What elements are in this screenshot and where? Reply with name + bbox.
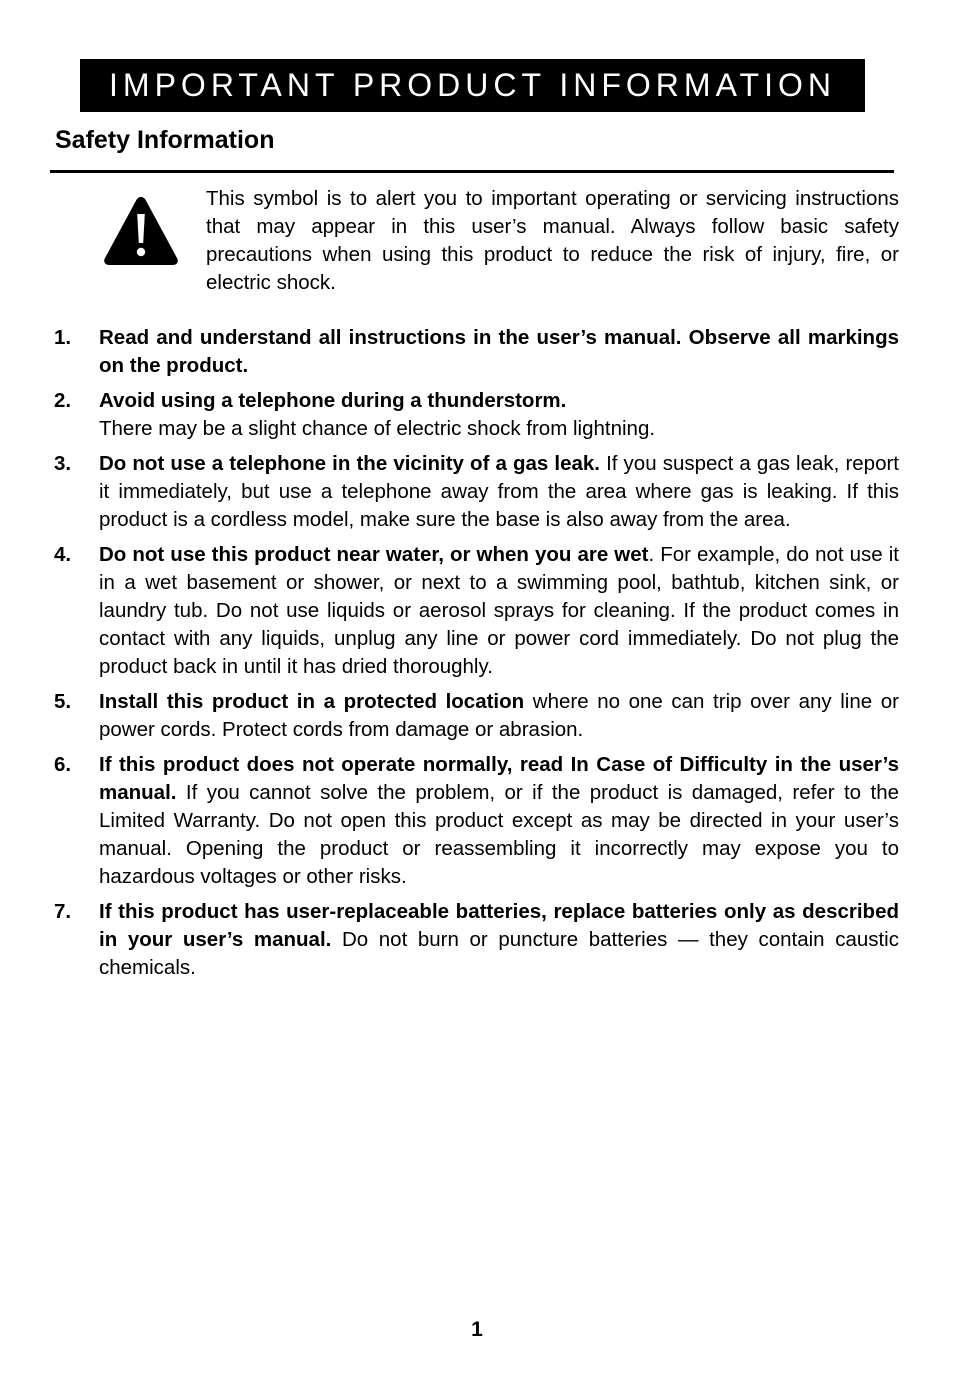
rule-heading: Install this product in a protected location [99,690,525,713]
rule-heading: If this product does not operate normally, read In Case of Difficulty in the user’s manual. [99,753,899,804]
safety-rule-7 [54,898,899,982]
page-number: 1 [471,1318,483,1341]
banner-title: IMPORTANT PRODUCT INFORMATION [109,67,836,103]
rule-heading: Do not use this product near water, or when you are wet [99,543,649,566]
page-banner [80,59,865,112]
rule-heading: Do not use a telephone in the vicinity of a gas leak. [99,452,600,475]
safety-rule-4 [54,541,899,681]
rule-number: 1. [54,326,72,349]
safety-rule-6 [54,751,899,891]
rule-number: 4. [54,543,72,566]
warning-triangle-icon [102,194,180,266]
rule-number: 5. [54,690,72,713]
rule-number: 7. [54,900,72,923]
section-divider [50,170,894,173]
intro-paragraph: This symbol is to alert you to important operating or servicing instructions that may appear in this user’s manual. Always follow basic safety precautions when using this product to reduce the risk of injury, fire, or electric shock. [206,187,899,294]
safety-rule-5 [54,688,899,744]
rule-body: If you suspect a gas leak, report it immediately, but use a telephone away from the area where gas is leaking. If this product is a cordless model, make sure the base is also away from the area. [99,452,899,531]
rule-body: If you cannot solve the problem, or if the product is damaged, refer to the Limited Warranty. Do not open this product except as may be directed in your user’s manual. Opening the product or reassembling it incorrectly may expose you to hazardous voltages or other risks. [99,781,899,888]
safety-rules-list [54,324,899,989]
rule-number: 2. [54,389,72,412]
safety-rule-2 [54,387,899,443]
rule-number: 3. [54,452,72,475]
rule-body: Do not burn or puncture batteries — they contain caustic chemicals. [99,928,899,979]
safety-rule-3 [54,450,899,534]
rule-heading: If this product has user-replaceable batteries, replace batteries only as described in your user’s manual. [99,900,899,951]
rule-body: There may be a slight chance of electric shock from lightning. [99,417,656,440]
safety-rule-1 [54,324,899,380]
section-title: Safety Information [55,126,275,154]
rule-heading: Read and understand all instructions in the user’s manual. Observe all markings on the product. [99,326,899,377]
rule-body: . For example, do not use it in a wet basement or shower, or next to a swimming pool, bathtub, kitchen sink, or laundry tub. Do not use liquids or aerosol sprays for cleaning. If the product comes in contact with any liquids, unplug any line or power cord immediately. Do not plug the product back in until it has dried thoroughly. [99,543,899,678]
rule-heading: Avoid using a telephone during a thunderstorm. [99,389,567,412]
rule-number: 6. [54,753,72,776]
rule-body: where no one can trip over any line or power cords. Protect cords from damage or abrasion. [99,690,899,741]
